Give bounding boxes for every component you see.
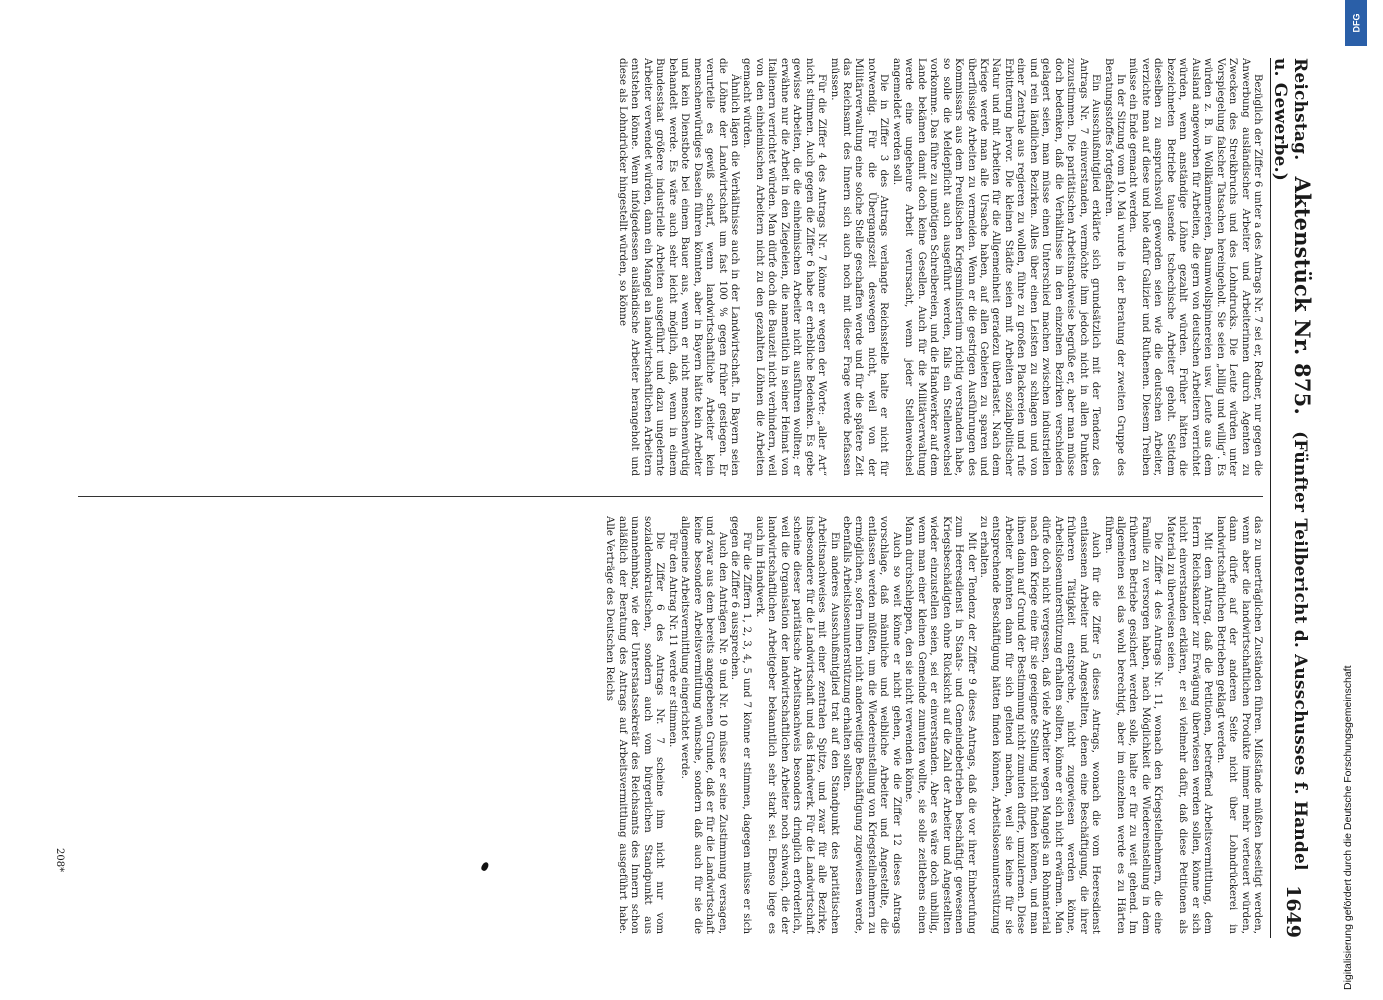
- page-header: [1270, 58, 1315, 938]
- rotated-document-page: [50, 58, 1315, 938]
- column-divider: [78, 496, 1263, 497]
- paragraph: Für den Antrag Nr. 11 werde er stimmen.: [666, 532, 678, 748]
- paragraph: Die in Ziffer 3 des Antrags verlangte Reichsstelle halte er nicht für notwendig. Für die Übergangszeit deswegen nicht, weil von der Militärverwaltung eine solche Stelle geschaffen werde und für die spätere Zeit das Reichsamt des Innern sich auch noch mit dieser Frage werde befassen müssen.: [828, 58, 890, 476]
- paragraph: Auch so weit könne er nicht gehen, wie die Ziffer 12 dieses Antrags vorschlage, daß männliche und weibliche Arbeiter und Angestellte, die entlassen werden müßten, um die Wiedereinstellung von Kriegsteilnehmern zu ermöglichen, sofern ihnen nicht anderweitige Beschäftigung zugewiesen werde, ebenfalls Arbeitslosenunterstützung erhalten sollten.: [841, 516, 902, 934]
- paragraph: Ähnlich lägen die Verhältnisse auch in der Landwirtschaft. In Bayern seien die Löhne der Landwirtschaft um fast 100 % gegen früher gestiegen. Er verurteile es gewiß scharf, wenn landwirtschaftliche Arbeiter kein menschenwürdiges Dasein führen könnten, aber in Bayern hätte kein Arbeiter und kein Dienstbote bei einem Bauer aus, wenn er nicht menschenwürdig behandelt werde. Es wäre auch sehr leicht möglich, daß, wenn in einem Bundesstaat größere industrielle Arbeiten ausgeführt und dazu ungelernte Arbeiter verwendet würden, dann ein Mangel an landwirtschaftlichen Arbeitern entstehen könne. Wenn infolgedessen ausländische Arbeiter herangeholt und diese als Lohndrücker hingestellt würden, so könne: [616, 58, 740, 476]
- paragraph: Mit der Tendenz der Ziffer 9 dieses Antrags, daß die vor ihrer Einberufung zum Heeresdienst in Staats- und Gemeindebetrieben beschäftigt gewesenen Kriegsbeschädigten ohne Rücksicht auf die Zahl der Arbeiter und Angestellten wieder einzustellen seien, sei er einverstanden. Aber es wäre doch unbillig, wenn man einer kleinen Gemeinde zumuten wollte, sie solle zeitlebens einen Mann durchschleppen, den sie nicht verwenden könne.: [903, 516, 977, 934]
- paragraph: Die Ziffer 4 des Antrags Nr. 11, wonach den Kriegsteilnehmern, die eine Familie zu versorgen haben, nach Möglichkeit die Wiedereinstellung in dem früheren Betriebe gesichert werden solle, halte er für zu weit gehend. Im allgemeinen sei das wohl berechtigt, aber im einzelnen werde es zu Härten führen.: [1102, 516, 1164, 934]
- text-column-right: [68, 516, 1263, 934]
- paragraph: Für die Ziffer 4 des Antrags Nr. 7 könne er wegen der Worte: „aller Art“ nicht stimmen. Auch gegen die Ziffer 6 habe er erhebliche Bedenken. Es gebe gewisse Arbeiten, die die einheimischen Arbeiter nicht ausführen wollten; er erwähne nur die Arbeit in den Ziegeleien, die namentlich in seiner Heimat von Italienern verrichtet würden. Man dürfe doch die Bauzeit nicht verhindern, weil von den einheimischen Arbeitern nicht zu den gezahlten Löhnen die Arbeiten gemacht würden.: [741, 58, 828, 476]
- document-number: Aktenstück Nr. 875.: [1290, 176, 1316, 415]
- page-number: 1649: [1282, 885, 1304, 938]
- paragraph: Bezüglich der Ziffer 6 unter a des Antrags Nr. 7 sei er, Redner, nur gegen die Anwerbung ausländischer Arbeiter und Arbeiterinnen durch Agenten zu Zwecken des Streikbruchs und des Lohndrucks. Die Leute würden unter Vorspiegelung falscher Tatsachen hereingeholt. Sie seien „billig und willig“. Es würden z. B. in Wollkämmereien, Baumwollspinnereien usw. Leute aus dem Ausland angeworben für Arbeiten, die gern von deutschen Arbeitern verrichtet würden, wenn anständige Löhne gezahlt würden. Früher hätten die bezeichneten Betriebe tausende tschechische Arbeiter geholt. Seitdem dieselben zu anspruchsvoll geworden seien wie die deutschen Arbeiter, verzichte man auf diese und hole dafür Galizier und Ruthenen. Diesem Treiben müsse ein Ende gemacht werden.: [1127, 58, 1263, 476]
- paragraph: Auch für die Ziffer 5 dieses Antrags, wonach die vom Heeresdienst entlassenen Arbeiter und Angestellten, denen eine Beschäftigung, die ihrer früheren Tätigkeit entspreche, nicht zugewiesen werden könne, Arbeitslosenunterstützung erhalten sollten, könne er sich nicht erwärmen. Man dürfe doch nicht vergessen, daß viele Arbeiter wegen Mangels an Rohmaterial nach dem Kriege eine für sie geeignete Stellung nicht finden können, und man ihnen dann auf Grund der Bestimmung nicht zumuten dürfe, umzulernen. Diese Arbeiter könnten dann für sich geltend machen, weil sie keine für sie entsprechende Beschäftigung hätten finden können, Arbeitslosenunterstützung zu erhalten.: [978, 516, 1102, 934]
- header-left: [1271, 58, 1316, 885]
- dfg-logo: [1345, 0, 1367, 46]
- paragraph: In der Sitzung vom 10. Mai wurde in der Beratung der zweiten Gruppe des Beratungsstoffes fortgefahren.: [1102, 58, 1127, 476]
- paragraph: Mit dem Antrag, daß die Petitionen, betreffend Arbeitsvermittlung, dem Herrn Reichskanzler zur Erwägung überwiesen werden sollen, könne er sich nicht einverstanden erklären, er sei vielmehr dafür, daß diese Petitionen als Material zu überweisen seien.: [1164, 516, 1214, 934]
- dfg-logo-text: DFG: [1351, 13, 1361, 33]
- paragraph: Ein Ausschußmitglied erklärte sich grundsätzlich mit der Tendenz des Antrags Nr. 7 einverstanden, vermöchte ihm jedoch nicht in allen Punkten zuzustimmen. Die paritätischen Arbeitsnachweise begrüße er, aber man müsse doch bedenken, daß die Verhältnisse in den einzelnen Bezirken verschieden gelagert seien, man müsse einen Unterschied machen zwischen industriellen und rein ländlichen Bezirken. Alles über einen Leisten zu schlagen und von einer Zentrale aus regieren zu wollen, führe zu großen Plackereien und rufe Erbitterung hervor. Die kleinen Städte seien mit Arbeiten sozialpolitischer Natur und mit Arbeiten für die Allgemeinheit geradezu überlastet. Nach dem Kriege werde man alle Ursache haben, auf allen Gebieten zu sparen und überflüssige Arbeiten zu vermeiden. Wenn er die gestrigen Ausführungen des Kommissars aus dem Preußischen Kriegsministerium richtig verstanden habe, so solle die Meldepflicht auch ausgeführt werden, falls ein Stellenwechsel vorkomme. Das führe zu unnötigen Schreibereien, und die Handwerker auf dem Lande bekämen damit doch keine Gesellen. Auch für die Militärverwaltung werde eine ungeheure Arbeit verursacht, wenn jeder Stellenwechsel angemeldet werden soll.: [890, 58, 1102, 476]
- digitization-note: Digitalisierung gefördert durch die Deutsche Forschungsgemeinschaft: [1342, 665, 1354, 990]
- paragraph: Ein anderes Ausschußmitglied trat auf den Standpunkt des paritätischen Arbeitsnachweises mit einer zentralen Spitze, und zwar für alle Bezirke, insbesondere für die Landwirtschaft und das Handwerk. Für die Landwirtschaft scheine dieser paritätische Arbeitsnachweis besonders dringlich erforderlich, weil die Organisation der landwirtschaftlichen Arbeiter noch schwach, die der landwirtschaftlichen Arbeitgeber bekanntlich sehr stark sei. Ebenso liege es auch im Handwerk.: [753, 516, 840, 934]
- paragraph: Die Ziffer 6 des Antrags Nr. 7 scheine ihm nicht nur vom sozialdemokratischen, sondern auch vom bürgerlichen Standpunkt aus unannehmbar, wie der Unterstaatssekretär des Reichsamts des Innern schon anläßlich der Beratung des Antrags auf Arbeitsvermittlung ausgeführt habe. Alle Verträge des Deutschen Reichs: [604, 516, 666, 934]
- document-subtitle: (Fünfter Teilbericht d. Ausschusses f. Handel u. Gewerbe.): [1270, 58, 1311, 871]
- sheet-signature: 208*: [54, 848, 65, 873]
- paragraph: Auch den Anträgen Nr. 9 und Nr. 10 müsse er seine Zustimmung versagen, und zwar aus dem bereits angegebenen Grunde, daß er für die Landwirtschaft keine besondere Arbeitsvermittlung wünsche, sondern daß auch für sie die allgemeine Arbeitsvermittlung eingerichtet werde.: [679, 516, 728, 934]
- paragraph: das zu unerträglichen Zuständen führen. Mißstände müßten beseitigt werden, wenn aber die landwirtschaftlichen Produkte immer mehr verteuert würden, dann dürfe auf der anderen Seite nicht über Lohndrückerei in landwirtschaftlichen Betrieben geklagt werden.: [1214, 516, 1263, 934]
- header-reichstag: Reichstag.: [1290, 58, 1311, 161]
- paragraph: Für die Ziffern 1, 2, 3, 4, 5 und 7 könne er stimmen, dagegen müsse er sich gegen die Ziffer 6 aussprechen.: [728, 516, 753, 934]
- text-column-left: [68, 58, 1263, 476]
